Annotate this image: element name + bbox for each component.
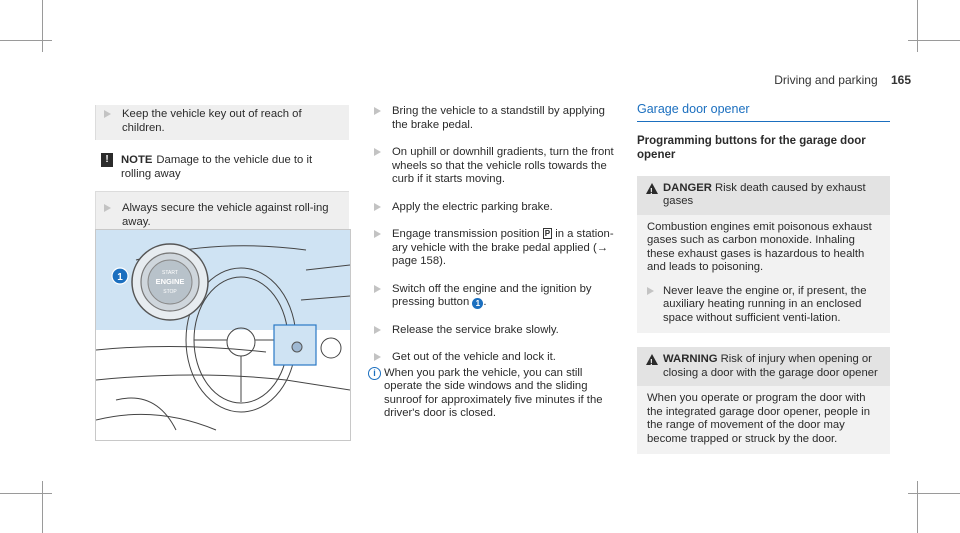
header-section: Driving and parking — [774, 73, 878, 87]
cockpit-illustration — [95, 229, 351, 441]
step-text: On uphill or downhill gradients, turn the front wheels so that the vehicle rolls towards the curb if it starts moving. — [392, 146, 614, 185]
danger-header — [637, 176, 890, 215]
door-line — [96, 414, 216, 430]
step-arrow-icon — [374, 148, 381, 156]
step-text: Release the service brake slowly. — [392, 323, 559, 336]
crop-mark — [42, 0, 43, 52]
step-text-pre: Engage transmission position — [392, 228, 540, 240]
step-item — [366, 146, 621, 187]
page-number: 165 — [890, 73, 911, 87]
dashboard-drawing — [96, 230, 350, 440]
danger-label: DANGER — [663, 181, 712, 194]
crop-mark — [908, 493, 960, 494]
exclamation-icon: ! — [101, 153, 113, 167]
callout-number: 1 — [117, 272, 123, 283]
step-text: Keep the vehicle key out of reach of children. — [122, 108, 302, 134]
step-text: Get out of the vehicle and lock it. — [392, 351, 556, 363]
step-item — [366, 283, 621, 310]
step-item — [366, 105, 621, 132]
step-arrow-icon — [374, 107, 381, 115]
danger-text: Combustion engines emit poisonous exhaust gases such as carbon monoxide. Inhaling these exhaust gases is hazardous to health and leads to poisoning. — [647, 220, 872, 273]
crop-mark — [42, 481, 43, 533]
danger-body — [637, 215, 890, 334]
button-label-mid: ENGINE — [155, 277, 185, 286]
left-column — [95, 105, 349, 235]
info-note — [366, 367, 621, 421]
step-item — [366, 201, 621, 215]
crop-mark — [908, 40, 960, 41]
note-text: Damage to the vehicle due to it rolling away — [121, 154, 313, 180]
section-title: Garage door opener — [637, 103, 890, 122]
danger-block — [637, 176, 890, 334]
small-button — [292, 342, 302, 352]
danger-title: Risk death caused by exhaust gases — [663, 181, 866, 207]
callout-icon: 1 — [472, 298, 483, 309]
warning-label: WARNING — [663, 353, 718, 365]
vent-circle — [321, 338, 341, 358]
crop-mark — [0, 40, 52, 41]
step-text: Always secure the vehicle against roll-ing away. — [122, 202, 329, 228]
info-text: When you park the vehicle, you can still operate the side windows and the sliding sunroof for approximately five minutes if the driver's door is closed. — [384, 366, 603, 419]
step-text: Bring the vehicle to a standstill by applying the brake pedal. — [392, 105, 605, 131]
step-text: Apply the electric parking brake. — [392, 200, 553, 213]
step-arrow-icon — [104, 110, 111, 118]
warning-body — [637, 386, 890, 454]
button-label-top: START — [162, 270, 178, 276]
step-arrow-icon — [104, 204, 111, 212]
crop-mark — [0, 493, 52, 494]
warning-text: When you operate or program the door with the integrated garage door opener, people in the range of movement of the door may become trapped or struck by the door. — [647, 392, 870, 445]
dash-line — [96, 346, 266, 352]
step-text-pre: Switch off the engine and the ignition by pressing button — [392, 282, 592, 308]
info-icon: i — [368, 367, 381, 380]
warning-block — [637, 347, 890, 454]
step-text: Never leave the engine or, if present, the auxiliary heating running in an enclosed space without sufficient venti-lation. — [663, 284, 867, 324]
step-item — [96, 202, 343, 229]
dash-line — [96, 375, 350, 390]
step-text-post: . — [483, 296, 487, 308]
step-item — [366, 228, 621, 269]
step-arrow-icon — [647, 287, 654, 295]
running-header — [774, 73, 911, 87]
step-item — [366, 324, 621, 338]
right-column — [637, 103, 890, 454]
step-text-post: in a station-ary vehicle with the brake pedal applied (→ page 158). — [392, 228, 614, 267]
step-arrow-icon — [374, 353, 381, 361]
step-arrow-icon — [374, 203, 381, 211]
step-item — [96, 108, 343, 135]
warning-triangle-icon — [646, 183, 658, 194]
warning-triangle-icon — [646, 354, 658, 365]
step-arrow-icon — [374, 230, 381, 238]
subheading: Programming buttons for the garage door opener — [637, 134, 866, 161]
steering-hub — [227, 328, 255, 356]
gear-p-icon: P — [544, 229, 551, 238]
warning-header — [637, 347, 890, 386]
step-arrow-icon — [374, 285, 381, 293]
note-label: NOTE — [121, 154, 153, 166]
step-item — [366, 351, 621, 365]
warning-title: Risk of injury when opening or closing a door with the garage door opener — [663, 353, 878, 379]
crop-mark — [917, 481, 918, 533]
button-label-bottom: STOP — [163, 289, 177, 295]
step-item — [647, 285, 882, 326]
keys-step-box — [95, 105, 349, 140]
middle-column — [366, 105, 621, 421]
step-arrow-icon — [374, 326, 381, 334]
note-block — [95, 152, 349, 192]
crop-mark — [917, 0, 918, 52]
